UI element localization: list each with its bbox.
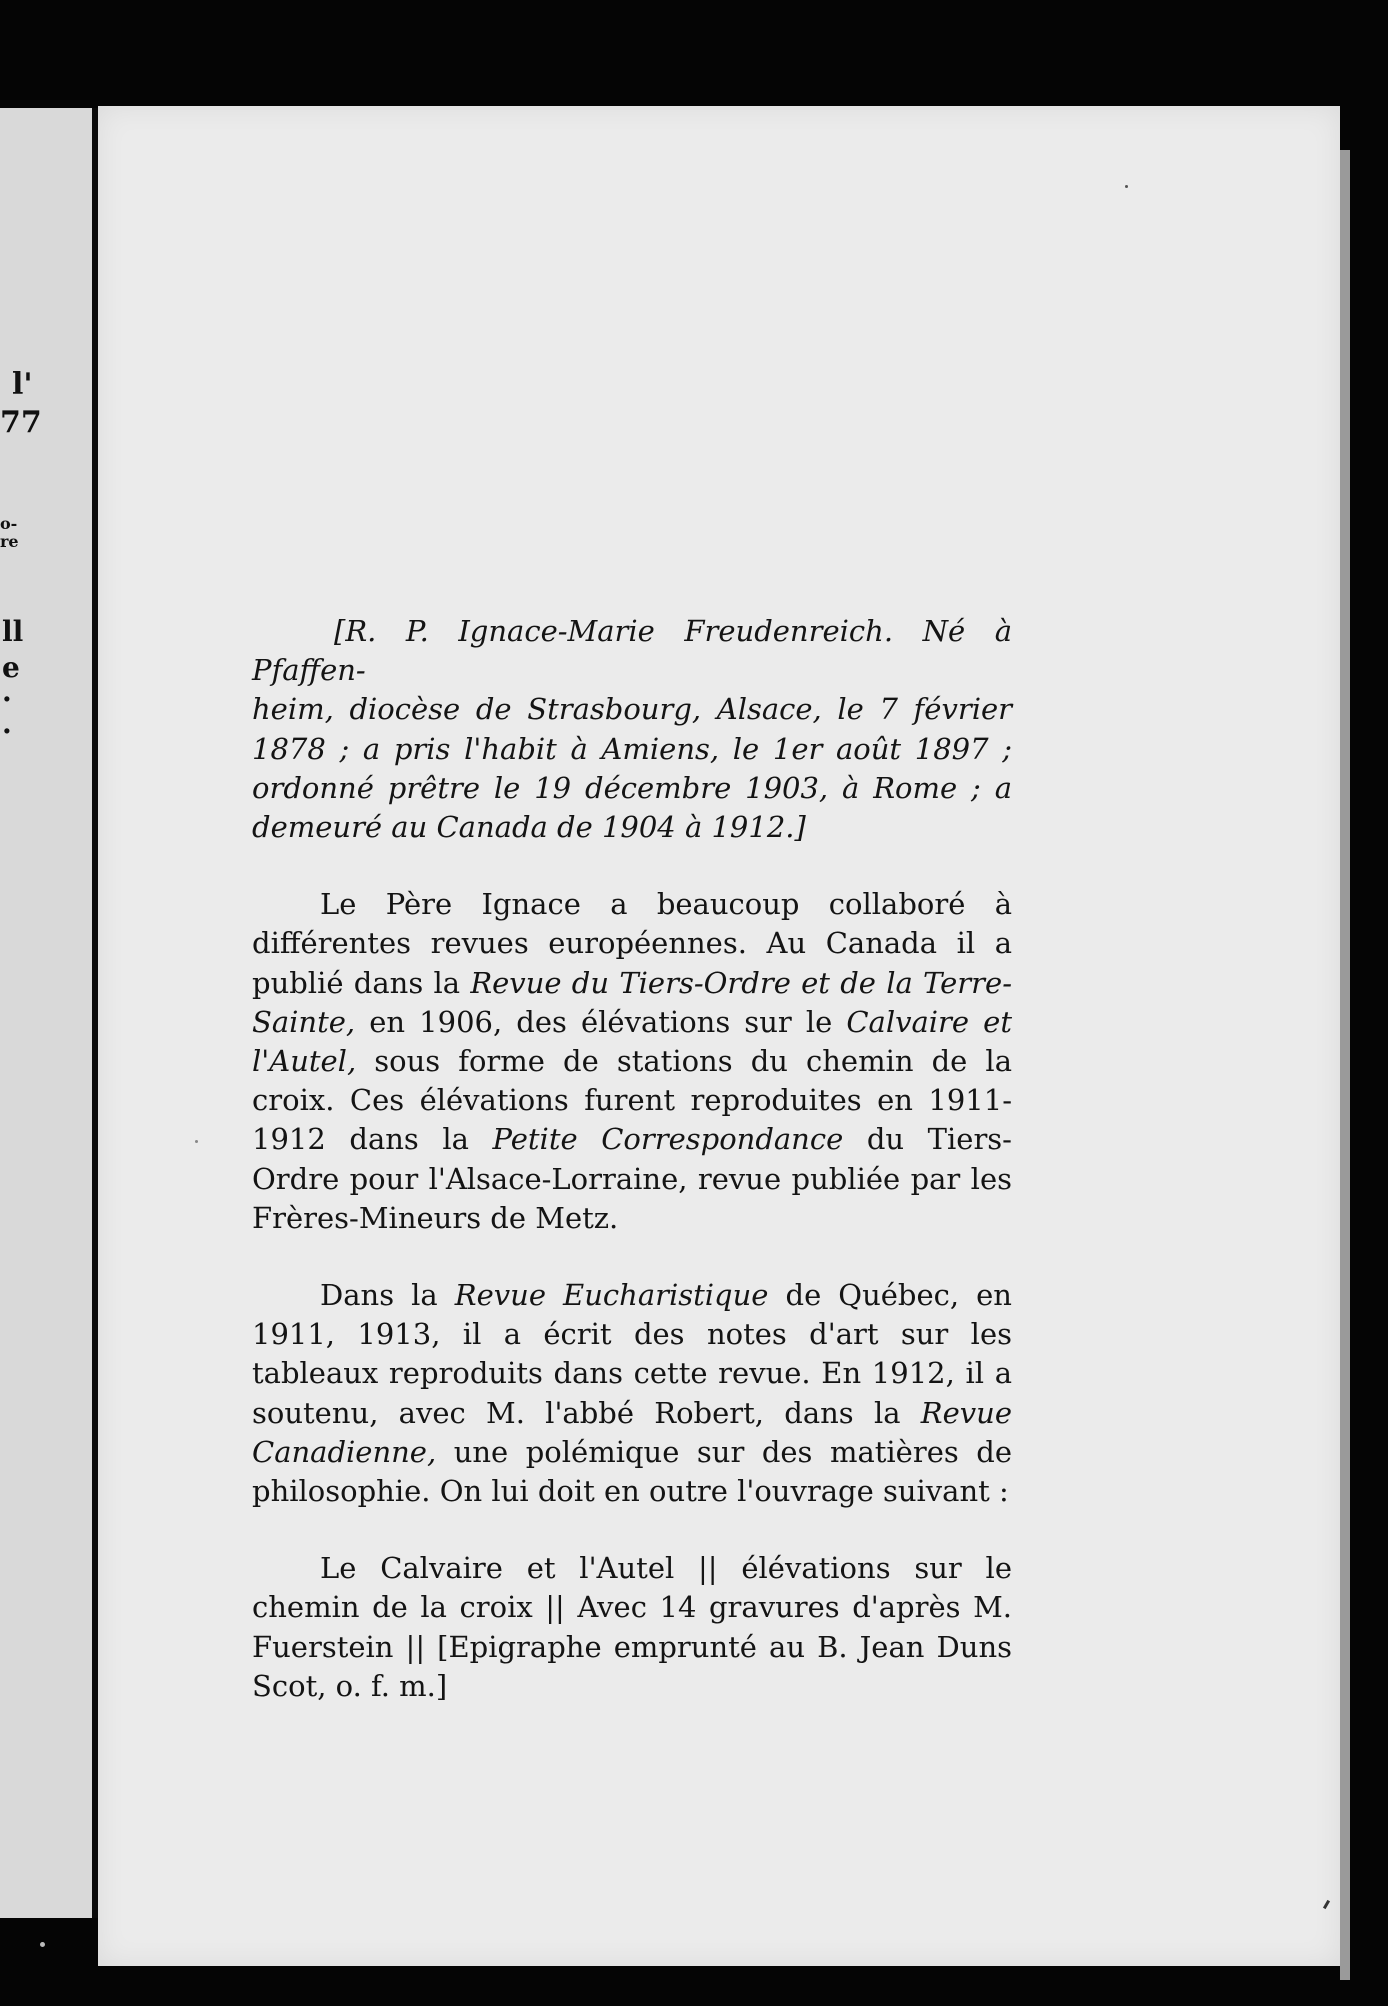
paragraph-text: en 1906, des élévations sur le — [355, 1004, 847, 1039]
dust-speck — [195, 1140, 198, 1143]
paragraph-text: du Tiers-Ordre pour l'Alsace-Lorraine, revue publiée par les Frères-Mineurs de Metz. — [252, 1122, 1012, 1235]
bio-note-body: heim, diocèse de Strasbourg, Alsace, le 7 février 1878 ; a pris l'habit à Amiens, le 1er août 1897 ; ordonné prêtre le 19 décembre 1903, à Rome ; a demeuré au Canada de 1904 à 1912.] — [252, 692, 1012, 845]
left-page-fragment: . — [2, 675, 12, 708]
periodical-title: Revue Canadienne, — [252, 1395, 1012, 1469]
left-page-fragment: e — [2, 651, 20, 684]
page-text — [252, 612, 1012, 1706]
dust-speck — [1125, 185, 1128, 188]
work-title: Calvaire et l'Autel, — [252, 1004, 1012, 1079]
biographical-note — [252, 612, 1012, 847]
paragraph-text: sous forme de stations du chemin de la croix. Ces élévations furent reproduites en 1911-1912 dans la — [252, 1044, 1012, 1157]
paragraph-text: une polémique sur des matières de philosophie. On lui doit en outre l'ouvrage suivant : — [252, 1434, 1012, 1509]
left-page-fragment: ll — [2, 615, 24, 648]
left-page-fragment: re — [0, 532, 19, 551]
paragraph-publications — [252, 885, 1012, 1238]
left-page-fragment: l' — [12, 367, 33, 402]
left-page-fragment: 77 — [0, 405, 42, 440]
left-page-fragment: o- — [0, 514, 18, 533]
periodical-title: Revue du Tiers-Ordre et de la Terre-Sainte, — [252, 965, 1012, 1039]
page-right-edge — [1340, 150, 1350, 1980]
paragraph-text: Le Père Ignace a beaucoup collaboré à différentes revues européennes. Au Canada il a publié dans la — [252, 887, 1012, 1000]
periodical-title: Petite Correspondance — [492, 1122, 844, 1157]
periodical-title: Revue Eucharistique — [454, 1278, 769, 1313]
paragraph-text: Dans la — [320, 1278, 455, 1313]
bio-note-first-line: [R. P. Ignace-Marie Freudenreich. Né à Pfaffen- — [252, 614, 1012, 688]
dust-speck — [40, 1942, 45, 1947]
left-page-fragment: . — [2, 707, 12, 740]
bibliographic-entry — [252, 1549, 1012, 1706]
paragraph-quebec — [252, 1276, 1012, 1511]
bibliographic-text: Le Calvaire et l'Autel || élévations sur le chemin de la croix || Avec 14 gravures d'après M. Fuerstein || [Epigraphe emprunté au B. Jean Duns Scot, o. f. m.] — [252, 1551, 1012, 1703]
paragraph-text: de Québec, en 1911, 1913, il a écrit des notes d'art sur les tableaux reproduits dans cette revue. En 1912, il a soutenu, avec M. l'abbé Robert, dans la — [252, 1278, 1012, 1430]
